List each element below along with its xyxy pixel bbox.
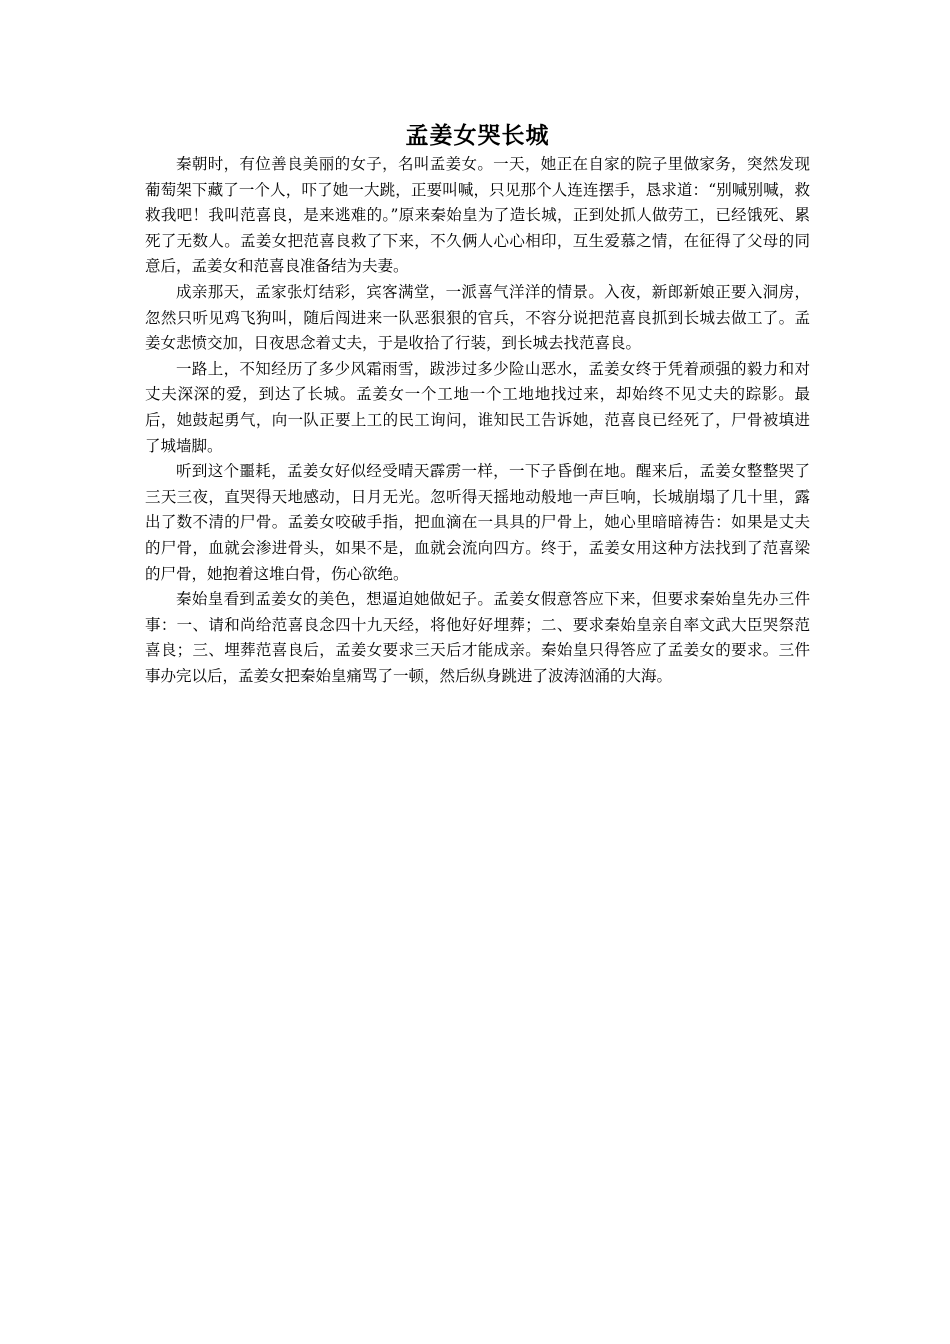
- paragraph-5: 秦始皇看到孟姜女的美色，想逼迫她做妃子。孟姜女假意答应下来，但要求秦始皇先办三件事：一、请和尚给范喜良念四十九天经，将他好好埋葬；二、要求秦始皇亲自率文武大臣哭祭范喜良；三、埋葬范喜良后，孟姜女要求三天后才能成亲。秦始皇只得答应了孟姜女的要求。三件事办完以后，孟姜女把秦始皇痛骂了一顿，然后纵身跳进了波涛汹涌的大海。: [145, 590, 810, 685]
- document-title: 孟姜女哭长城: [405, 122, 550, 149]
- document-body: [145, 152, 810, 689]
- paragraph-2: 成亲那天，孟家张灯结彩，宾客满堂，一派喜气洋洋的情景。入夜，新郎新娘正要入洞房，忽然只听见鸡飞狗叫，随后闯进来一队恶狠狠的官兵，不容分说把范喜良抓到长城去做工了。孟姜女悲愤交加，日夜思念着丈夫，于是收拾了行装，到长城去找范喜良。: [145, 282, 810, 353]
- document-page: [145, 120, 810, 689]
- paragraph-4: 听到这个噩耗，孟姜女好似经受晴天霹雳一样，一下子昏倒在地。醒来后，孟姜女整整哭了三天三夜，直哭得天地感动，日月无光。忽听得天摇地动般地一声巨响，长城崩塌了几十里，露出了数不清的尸骨。孟姜女咬破手指，把血滴在一具具的尸骨上，她心里暗暗祷告：如果是丈夫的尸骨，血就会渗进骨头，如果不是，血就会流向四方。终于，孟姜女用这种方法找到了范喜梁的尸骨，她抱着这堆白骨，伤心欲绝。: [145, 462, 810, 583]
- paragraph-1: 秦朝时，有位善良美丽的女子，名叫孟姜女。一天，她正在自家的院子里做家务，突然发现葡萄架下藏了一个人，吓了她一大跳，正要叫喊，只见那个人连连摆手，恳求道：“别喊别喊，救救我吧！我叫范喜良，是来逃难的。”原来秦始皇为了造长城，正到处抓人做劳工，已经饿死、累死了无数人。孟姜女把范喜良救了下来，不久俩人心心相印，互生爱慕之情，在征得了父母的同意后，孟姜女和范喜良准备结为夫妻。: [145, 155, 810, 276]
- paragraph-3: 一路上，不知经历了多少风霜雨雪，跋涉过多少险山恶水，孟姜女终于凭着顽强的毅力和对丈夫深深的爱，到达了长城。孟姜女一个工地一个工地地找过来，却始终不见丈夫的踪影。最后，她鼓起勇气，向一队正要上工的民工询问，谁知民工告诉她，范喜良已经死了，尸骨被填进了城墙脚。: [145, 359, 810, 455]
